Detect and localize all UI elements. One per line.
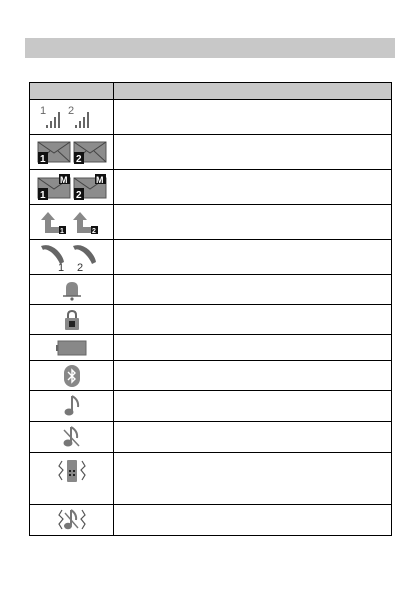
signal-strength-sim1-sim2-icon xyxy=(30,100,114,135)
new-mms-sim1-sim2-icon xyxy=(30,170,114,205)
row-description xyxy=(114,453,392,505)
table-header-row xyxy=(30,83,392,100)
table-row xyxy=(30,453,392,505)
bluetooth-icon xyxy=(30,361,114,391)
row-description xyxy=(114,422,392,453)
keypad-locked-icon xyxy=(30,305,114,335)
missed-call-sim1-sim2-icon xyxy=(30,240,114,275)
silent-icon xyxy=(30,422,114,453)
row-description xyxy=(114,100,392,135)
row-description xyxy=(114,170,392,205)
row-description xyxy=(114,391,392,422)
table-row xyxy=(30,275,392,305)
header-icon-column xyxy=(30,83,114,100)
vibrate-icon xyxy=(30,453,114,505)
section-header-bar xyxy=(25,38,395,58)
sim-number-label: 2 xyxy=(75,190,82,201)
mms-badge-label: M xyxy=(59,175,67,185)
ring-icon xyxy=(30,391,114,422)
battery-icon xyxy=(30,335,114,361)
alarm-icon xyxy=(30,275,114,305)
header-description-column xyxy=(114,83,392,100)
row-description xyxy=(114,335,392,361)
vibrate-and-ring-icon xyxy=(30,505,114,536)
sim-number-label: 1 xyxy=(59,228,64,234)
mms-badge-label: M xyxy=(95,175,103,185)
table-row xyxy=(30,335,392,361)
table-row xyxy=(30,240,392,275)
table-row xyxy=(30,100,392,135)
status-icons-table xyxy=(29,82,392,536)
sim-number-label: 1 xyxy=(39,190,46,201)
row-description xyxy=(114,361,392,391)
sim-number-label: 2 xyxy=(75,154,82,165)
row-description xyxy=(114,505,392,536)
sim-number-label: 2 xyxy=(91,228,96,234)
table-row xyxy=(30,205,392,240)
row-description xyxy=(114,240,392,275)
sim-number-label: 1 xyxy=(39,105,46,117)
sim-number-label: 1 xyxy=(57,262,64,272)
row-description xyxy=(114,275,392,305)
sim-number-label: 2 xyxy=(67,105,74,117)
table-row xyxy=(30,422,392,453)
table-row xyxy=(30,505,392,536)
sim-number-label: 1 xyxy=(39,154,46,165)
row-description xyxy=(114,205,392,240)
table-row xyxy=(30,361,392,391)
new-sms-sim1-sim2-icon xyxy=(30,135,114,170)
table-row xyxy=(30,305,392,335)
table-row xyxy=(30,170,392,205)
row-description xyxy=(114,135,392,170)
table-row xyxy=(30,135,392,170)
row-description xyxy=(114,305,392,335)
sim-number-label: 2 xyxy=(76,262,83,272)
call-forwarding-sim1-sim2-icon xyxy=(30,205,114,240)
table-row xyxy=(30,391,392,422)
